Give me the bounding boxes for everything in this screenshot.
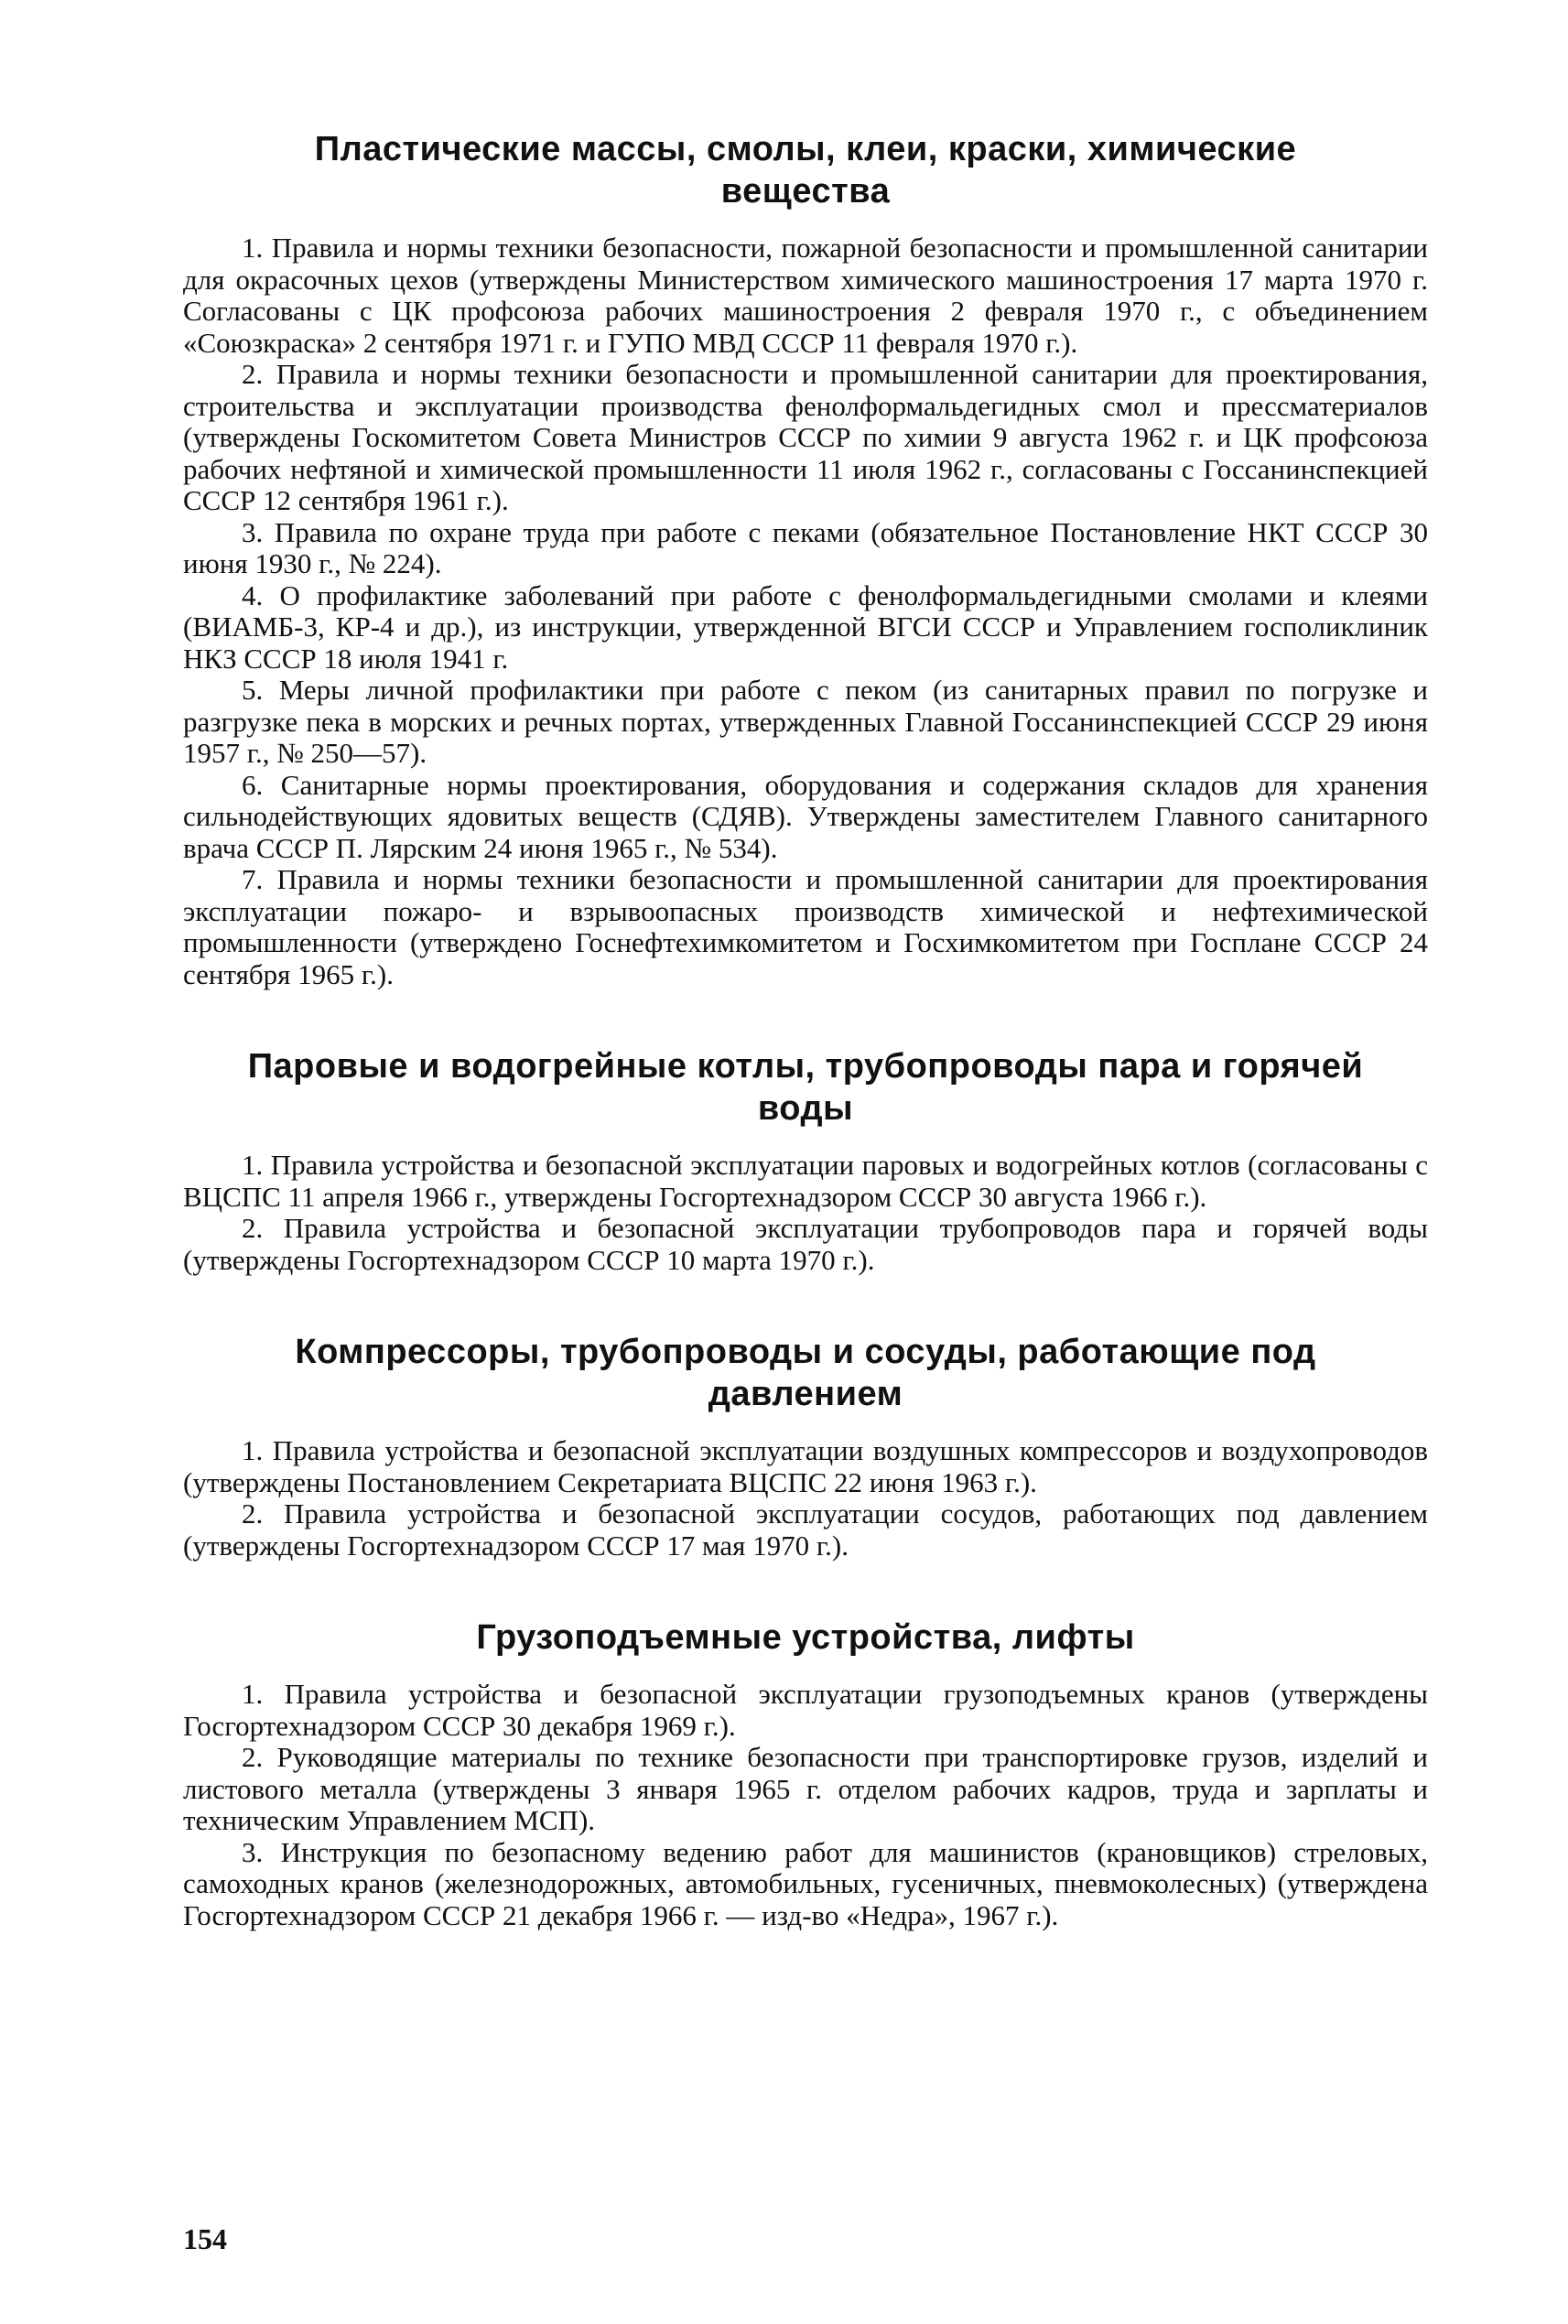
list-item: 3. Правила по охране труда при работе с пеками (обязательное Постановление НКТ СССР 30 июня 1930 г., № 224). — [183, 515, 1428, 579]
section-title: Паровые и водогрейные котлы, трубопроводы пара и горячей воды — [247, 1047, 1364, 1128]
section-title: Компрессоры, трубопроводы и сосуды, работающие под давлением — [295, 1333, 1316, 1413]
list-item: 1. Правила и нормы техники безопасности, пожарной безопасности и промышленной санитарии для окрасочных цехов (утверждены Министерством химического машиностроения 17 марта 1970 г. Согласованы с ЦК профсоюза рабочих машиностроения 2 февраля 1970 г., с объединением «Союзкраска» 2 сентября 1971 г. и ГУПО МВД СССР 11 февраля 1970 г.). — [183, 232, 1428, 359]
list-item: 1. Правила устройства и безопасной эксплуатации грузоподъемных кранов (утверждены Госгортехнадзором СССР 30 декабря 1969 г.). — [183, 1678, 1428, 1742]
list-item: 2. Правила устройства и безопасной эксплуатации сосудов, работающих под давлением (утверждены Госгортехнадзором СССР 17 мая 1970 г.). — [183, 1497, 1428, 1562]
list-item: 6. Санитарные нормы проектирования, оборудования и содержания складов для хранения сильнодействующих ядовитых веществ (СДЯВ). Утверждены заместителем Главного санитарного врача СССР П. Лярским 24 июня 1965 г., № 534). — [183, 768, 1428, 864]
section-lifting — [183, 1616, 1428, 1931]
list-item: 4. О профилактике заболеваний при работе с фенолформальдегидными смолами и клеями (ВИАМБ-3, КР-4 и др.), из инструкции, утвержденной ВГСИ СССР и Управлением госполиклиник НКЗ СССР 18 июля 1941 г. — [183, 578, 1428, 675]
list-item: 3. Инструкция по безопасному ведению работ для машинистов (крановщиков) стреловых, самоходных кранов (железнодорожных, автомобильных, гусеничных, пневмоколесных) (утверждена Госгортехнадзором СССР 21 декабря 1966 г. — изд-во «Недра», 1967 г.). — [183, 1835, 1428, 1931]
list-item: 1. Правила устройства и безопасной эксплуатации паровых и водогрейных котлов (согласованы с ВЦСПС 11 апреля 1966 г., утверждены Госгортехнадзором СССР 30 августа 1966 г.). — [183, 1149, 1428, 1213]
section-boilers — [183, 1045, 1428, 1276]
section-title: Грузоподъемные устройства, лифты — [476, 1618, 1135, 1657]
list-item: 2. Правила и нормы техники безопасности и промышленной санитарии для проектирования, строительства и эксплуатации производства фенолформальдегидных смол и прессматериалов (утверждены Госкомитетом Совета Министров СССР по химии 9 августа 1962 г. и ЦК профсоюза рабочих нефтяной и химической промышленности 11 июля 1962 г., согласованы с Госсанинспекцией СССР 12 сентября 1961 г.). — [183, 358, 1428, 516]
page-number: 154 — [183, 2222, 227, 2255]
section-plastics — [183, 128, 1428, 990]
list-item: 5. Меры личной профилактики при работе с пеком (из санитарных правил по погрузке и разгрузке пека в морских и речных портах, утвержденных Главной Госсанинспекцией СССР 29 июня 1957 г., № 250—57). — [183, 674, 1428, 769]
list-item: 1. Правила устройства и безопасной эксплуатации воздушных компрессоров и воздухопроводов (утверждены Постановлением Секретариата ВЦСПС 22 июня 1963 г.). — [183, 1434, 1428, 1498]
document-page — [183, 128, 1428, 1986]
section-title: Пластические массы, смолы, клеи, краски, химические вещества — [314, 130, 1297, 211]
section-compressors — [183, 1331, 1428, 1562]
list-item: 7. Правила и нормы техники безопасности и промышленной санитарии для проектирования эксплуатации пожаро- и взрывоопасных производств химической и нефтехимической промышленности (утверждено Госнефтехимкомитетом и Госхимкомитетом при Госплане СССР 24 сентября 1965 г.). — [183, 863, 1428, 990]
list-item: 2. Руководящие материалы по технике безопасности при транспортировке грузов, изделий и листового металла (утверждены 3 января 1965 г. отделом рабочих кадров, труда и зарплаты и техническим Управлением МСП). — [183, 1741, 1428, 1836]
list-item: 2. Правила устройства и безопасной эксплуатации трубопроводов пара и горячей воды (утверждены Госгортехнадзором СССР 10 марта 1970 г.). — [183, 1212, 1428, 1276]
